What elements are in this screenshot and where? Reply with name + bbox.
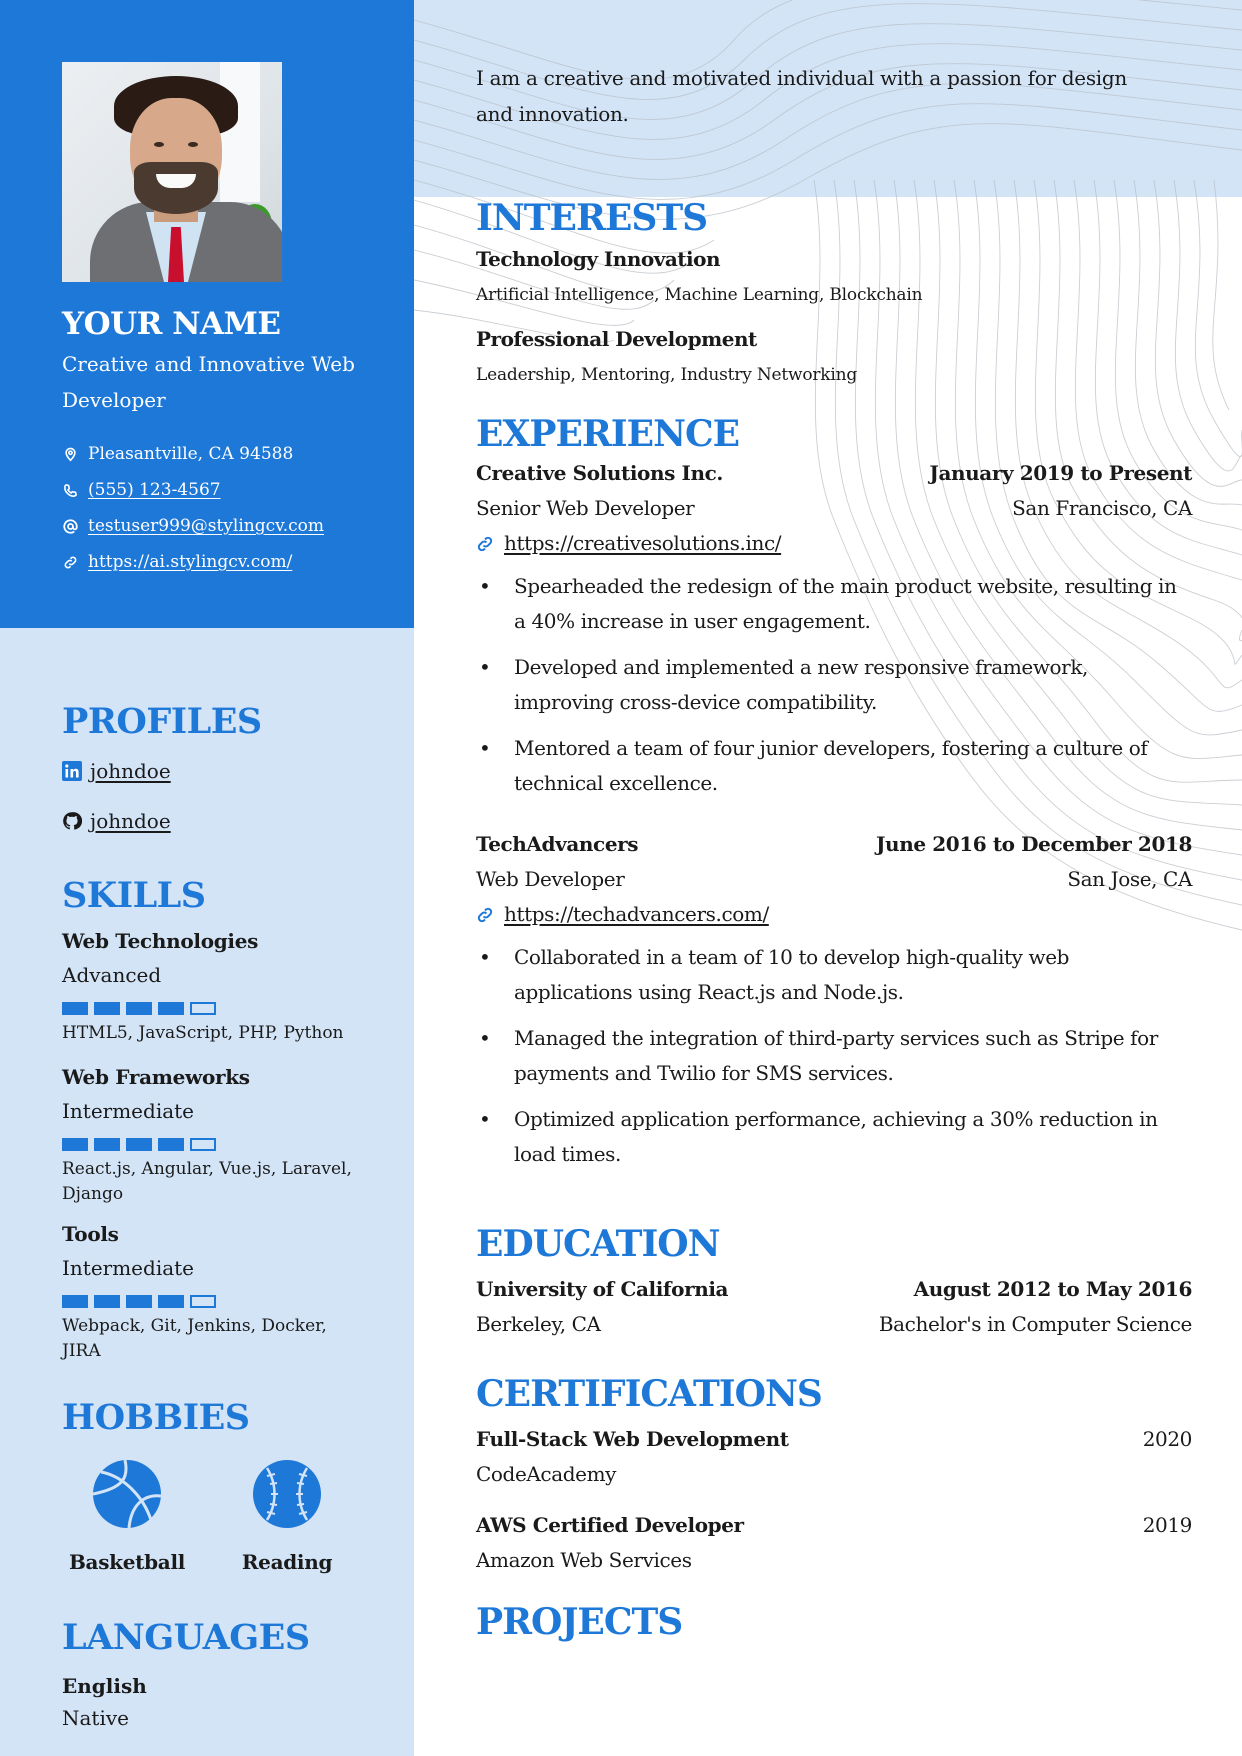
job-header-row xyxy=(476,456,1192,491)
link-icon xyxy=(476,906,494,924)
rating-segment-filled xyxy=(126,1138,152,1151)
github-icon xyxy=(62,811,82,831)
main-column xyxy=(476,0,1192,1644)
education-dates: August 2012 to May 2016 xyxy=(913,1277,1192,1301)
link-icon xyxy=(476,535,494,553)
website-link[interactable]: https://ai.stylingcv.com/ xyxy=(88,552,293,572)
hobby-label: Reading xyxy=(241,1550,333,1574)
experience-item xyxy=(476,827,1192,1172)
rating-segment-filled xyxy=(158,1002,184,1015)
profile-linkedin xyxy=(62,756,414,786)
certification-issuer-row xyxy=(476,1543,1192,1578)
hobby-item xyxy=(47,1460,207,1574)
rating-segment-filled xyxy=(94,1138,120,1151)
linkedin-icon xyxy=(62,761,82,781)
language-level: Native xyxy=(62,1706,129,1730)
company-name: TechAdvancers xyxy=(476,832,639,856)
skill-keywords: HTML5, JavaScript, PHP, Python xyxy=(62,1023,344,1043)
rating-segment-filled xyxy=(94,1002,120,1015)
rating-segment-empty xyxy=(190,1295,216,1308)
profile-github xyxy=(62,806,414,836)
rating-segment-filled xyxy=(62,1295,88,1308)
education-heading: EDUCATION xyxy=(476,1223,720,1265)
company-name: Creative Solutions Inc. xyxy=(476,461,723,485)
skill-item xyxy=(62,924,414,1046)
skill-level: Intermediate xyxy=(62,1099,195,1123)
experience-item xyxy=(476,456,1192,801)
contact-list xyxy=(62,436,414,580)
rating-segment-filled xyxy=(126,1295,152,1308)
rating-segment-filled xyxy=(62,1002,88,1015)
github-username-link[interactable]: johndoe xyxy=(90,809,171,833)
job-location: San Francisco, CA xyxy=(1012,496,1192,520)
highlight-item: • Managed the integration of third-party services such as Stripe for payments and Twilio for SMS services. xyxy=(476,1021,1192,1091)
job-location: San Jose, CA xyxy=(1067,867,1192,891)
company-website xyxy=(476,897,1192,932)
skill-name: Tools xyxy=(62,1222,119,1246)
degree: Bachelor's in Computer Science xyxy=(878,1312,1192,1336)
hobbies-heading: HOBBIES xyxy=(62,1397,250,1438)
skill-name: Web Frameworks xyxy=(62,1065,250,1089)
skill-level: Advanced xyxy=(62,963,162,987)
rating-segment-filled xyxy=(158,1138,184,1151)
education-subheader-row xyxy=(476,1307,1192,1342)
phone-link[interactable]: (555) 123-4567 xyxy=(88,480,221,500)
skills-heading: SKILLS xyxy=(62,875,206,916)
certification-year: 2019 xyxy=(1142,1513,1192,1537)
language-item xyxy=(62,1670,414,1734)
headline: Creative and Innovative Web Developer xyxy=(62,352,355,412)
experience-heading: EXPERIENCE xyxy=(476,413,740,455)
link-icon xyxy=(62,554,78,570)
skill-name: Web Technologies xyxy=(62,929,259,953)
hobby-label: Basketball xyxy=(68,1550,186,1574)
certification-title: Full-Stack Web Development xyxy=(476,1427,789,1451)
rating-segment-empty xyxy=(190,1138,216,1151)
job-dates: January 2019 to Present xyxy=(929,461,1192,485)
skill-keywords: Webpack, Git, Jenkins, Docker, JIRA xyxy=(62,1316,327,1361)
highlight-item: • Optimized application performance, achieving a 30% reduction in load times. xyxy=(476,1102,1192,1172)
highlight-item: • Collaborated in a team of 10 to develop high-quality web applications using React.js and Node.js. xyxy=(476,940,1192,1010)
interest-item xyxy=(476,242,1192,310)
skill-item xyxy=(62,1060,414,1207)
company-website xyxy=(476,526,1192,561)
interest-title: Professional Development xyxy=(476,327,757,351)
summary-text: I am a creative and motivated individual with a passion for design and innovation. xyxy=(476,66,1127,126)
certification-header-row xyxy=(476,1422,1192,1457)
job-position: Web Developer xyxy=(476,867,625,891)
skill-rating-bar xyxy=(62,1002,414,1015)
highlight-item: • Developed and implemented a new responsive framework, improving cross-device compatibility. xyxy=(476,650,1192,720)
education-header-row xyxy=(476,1272,1192,1307)
baseball-icon xyxy=(253,1460,321,1528)
job-header-row xyxy=(476,827,1192,862)
interest-item xyxy=(476,322,1192,390)
rating-segment-filled xyxy=(62,1138,88,1151)
main-content xyxy=(414,0,1242,1756)
projects-heading: PROJECTS xyxy=(476,1601,683,1643)
certification-issuer: Amazon Web Services xyxy=(476,1548,692,1572)
company-url-link[interactable]: https://creativesolutions.inc/ xyxy=(504,531,782,555)
basketball-icon xyxy=(93,1460,161,1528)
job-dates: June 2016 to December 2018 xyxy=(875,832,1192,856)
skill-rating-bar xyxy=(62,1138,414,1151)
certification-title: AWS Certified Developer xyxy=(476,1513,744,1537)
contact-location xyxy=(62,436,414,472)
rating-segment-empty xyxy=(190,1002,216,1015)
highlight-item: • Mentored a team of four junior developers, fostering a culture of technical excellence. xyxy=(476,731,1192,801)
location-text: Pleasantville, CA 94588 xyxy=(88,444,294,464)
highlight-item: • Spearheaded the redesign of the main product website, resulting in a 40% increase in user engagement. xyxy=(476,569,1192,639)
profile-photo xyxy=(62,62,282,282)
languages-heading: LANGUAGES xyxy=(62,1617,310,1658)
email-link[interactable]: testuser999@stylingcv.com xyxy=(88,516,325,536)
certification-header-row xyxy=(476,1508,1192,1543)
certification-issuer-row xyxy=(476,1457,1192,1492)
hobby-item xyxy=(207,1460,367,1574)
job-highlights xyxy=(476,569,1192,801)
rating-segment-filled xyxy=(126,1002,152,1015)
language-name: English xyxy=(62,1674,147,1698)
job-position: Senior Web Developer xyxy=(476,496,695,520)
certifications-heading: CERTIFICATIONS xyxy=(476,1373,822,1415)
interest-keywords: Leadership, Mentoring, Industry Networking xyxy=(476,365,858,385)
institution-name: University of California xyxy=(476,1277,729,1301)
location-pin-icon xyxy=(62,446,78,462)
certification-year: 2020 xyxy=(1142,1427,1192,1451)
job-highlights xyxy=(476,940,1192,1172)
hobbies-list xyxy=(62,1460,414,1574)
candidate-name: YOUR NAME xyxy=(62,306,281,342)
at-sign-icon xyxy=(62,518,78,534)
certification-issuer: CodeAcademy xyxy=(476,1462,617,1486)
certification-item xyxy=(476,1422,1192,1492)
skill-item xyxy=(62,1217,414,1364)
skill-level: Intermediate xyxy=(62,1256,195,1280)
skill-rating-bar xyxy=(62,1295,414,1308)
interests-heading: INTERESTS xyxy=(476,197,708,239)
certification-item xyxy=(476,1508,1192,1578)
contact-email xyxy=(62,508,414,544)
rating-segment-filled xyxy=(158,1295,184,1308)
interest-keywords: Artificial Intelligence, Machine Learning, Blockchain xyxy=(476,285,923,305)
contact-website xyxy=(62,544,414,580)
education-location: Berkeley, CA xyxy=(476,1312,601,1336)
rating-segment-filled xyxy=(94,1295,120,1308)
skill-keywords: React.js, Angular, Vue.js, Laravel, Django xyxy=(62,1159,352,1204)
sidebar-body xyxy=(0,628,414,1734)
sidebar-header xyxy=(0,0,414,628)
company-url-link[interactable]: https://techadvancers.com/ xyxy=(504,902,769,926)
job-subheader-row xyxy=(476,862,1192,897)
linkedin-username-link[interactable]: johndoe xyxy=(90,759,171,783)
contact-phone xyxy=(62,472,414,508)
sidebar xyxy=(0,0,414,1756)
job-subheader-row xyxy=(476,491,1192,526)
profiles-heading: PROFILES xyxy=(62,701,262,742)
phone-icon xyxy=(62,482,78,498)
education-item xyxy=(476,1272,1192,1342)
interest-title: Technology Innovation xyxy=(476,247,720,271)
